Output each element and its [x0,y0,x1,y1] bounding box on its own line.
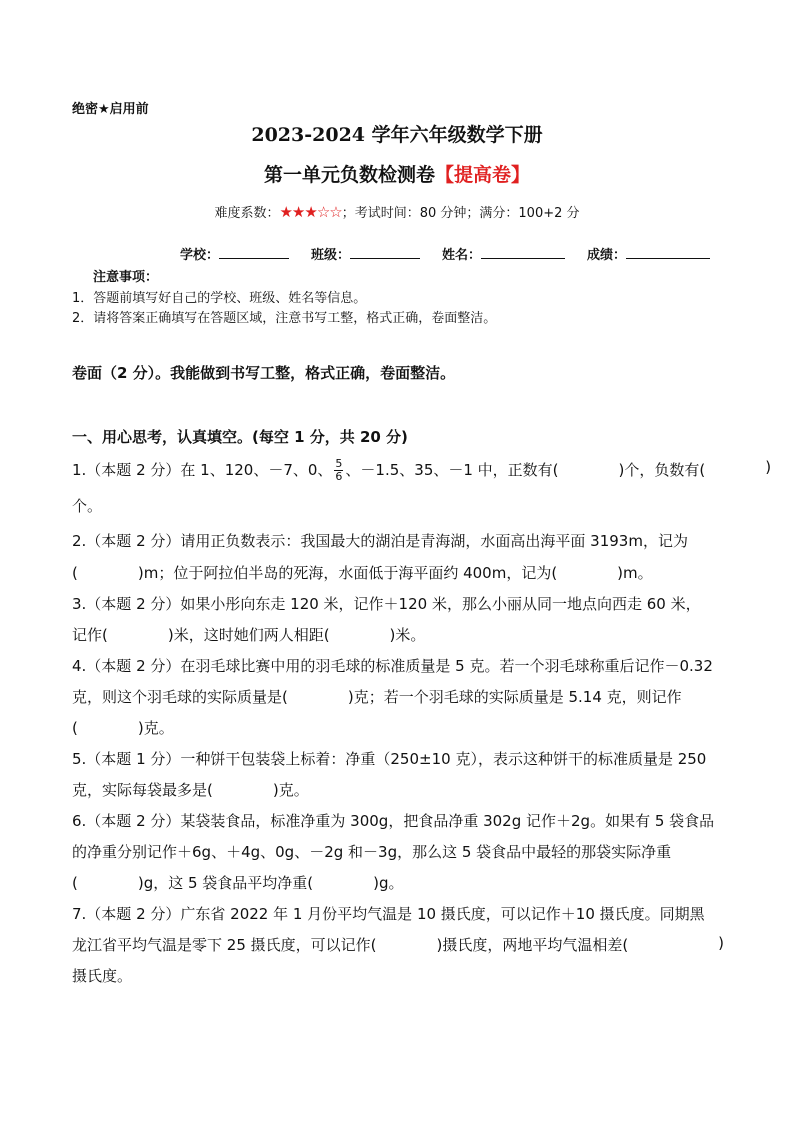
class-label: 班级： [311,248,351,263]
question-2: 2.（本题 2 分）请用正负数表示：我国最大的湖泊是青海湖，水面高出海平面 3193m，记为 [72,532,688,550]
question-2-cont: ( )m；位于阿拉伯半岛的死海，水面低于海平面约 400m，记为( )m。 [72,564,653,582]
fraction-numerator: 5 [335,457,343,470]
question-4-cont: ( )克。 [72,719,174,737]
class-blank[interactable] [350,246,420,259]
question-text-part: 龙江省平均气温是零下 25 摄氏度，可以记作( )摄氏度，两地平均气温相差( [72,936,689,954]
exam-meta [0,202,794,221]
question-3: 3.（本题 2 分）如果小彤向东走 120 米，记作＋120 米，那么小丽从同一地点向西走 60 米， [72,595,701,613]
school-label: 学校： [180,248,220,263]
student-info-line [180,244,710,263]
fraction-denominator: 6 [335,470,343,483]
difficulty-label: 难度系数： [214,206,280,221]
question-text [72,458,765,483]
score-label: 成绩： [587,248,627,263]
question-text-part: 1.（本题 2 分）在 1、120、－7、0、 [72,461,333,479]
question-6-cont: ( )g，这 5 袋食品平均净重( )g。 [72,874,404,892]
exam-time-score: ；考试时间：80 分钟；满分：100+2 分 [341,206,580,221]
exam-title: 2023-2024 学年六年级数学下册 [251,124,543,146]
fraction [334,458,343,483]
section-heading: 一、用心思考，认真填空。(每空 1 分，共 20 分) [72,428,408,446]
question-7: 7.（本题 2 分）广东省 2022 年 1 月份平均气温是 10 摄氏度，可以记作＋10 摄氏度。同期黑 [72,905,705,923]
subtitle-tag: 【提高卷】 [435,164,531,186]
secret-label: 绝密★启用前 [72,102,149,117]
neatness-statement: 卷面（2 分）。我能做到书写工整，格式正确，卷面整洁。 [72,364,456,382]
question-6-cont: 的净重分别记作＋6g、＋4g、0g、－2g 和－3g，那么这 5 袋食品中最轻的那袋实际净重 [72,843,672,861]
question-1 [72,457,772,483]
star-filled-icon: ★★★ [279,203,317,221]
exam-subtitle [0,160,794,187]
difficulty-stars [279,203,341,221]
answer-paren-close: ) [765,458,772,476]
school-blank[interactable] [219,246,289,259]
question-5: 5.（本题 1 分）一种饼干包装袋上标着：净重（250±10 克），表示这种饼干的标准质量是 250 [72,750,707,768]
notice-heading: 注意事项： [93,270,159,285]
question-7-cont: 摄氏度。 [72,967,133,985]
question-text-part: 、－1.5、35、－1 中，正数有( )个，负数有( [345,461,766,479]
name-label: 姓名： [442,248,482,263]
question-4: 4.（本题 2 分）在羽毛球比赛中用的羽毛球的标准质量是 5 克。若一个羽毛球称重后记作－0.32 [72,657,713,675]
question-7-cont [72,934,724,955]
score-blank[interactable] [626,246,710,259]
notice-item: 2．请将答案正确填写在答题区域，注意书写工整，格式正确，卷面整洁。 [72,311,497,326]
question-5-cont: 克，实际每袋最多是( )克。 [72,781,309,799]
star-empty-icon: ☆☆ [316,203,342,221]
subtitle-main: 第一单元负数检测卷 [263,164,435,186]
notice-item: 1．答题前填写好自己的学校、班级、姓名等信息。 [72,291,367,306]
question-3-cont: 记作( )米，这时她们两人相距( )米。 [72,626,426,644]
question-6: 6.（本题 2 分）某袋装食品，标准净重为 300g，把食品净重 302g 记作＋2g。如果有 5 袋食品 [72,812,715,830]
answer-paren-close: ) [718,934,724,952]
question-4-cont: 克，则这个羽毛球的实际质量是( )克；若一个羽毛球的实际质量是 5.14 克，则记作 [72,688,682,706]
question-1-cont: 个。 [72,497,103,515]
name-blank[interactable] [481,246,565,259]
